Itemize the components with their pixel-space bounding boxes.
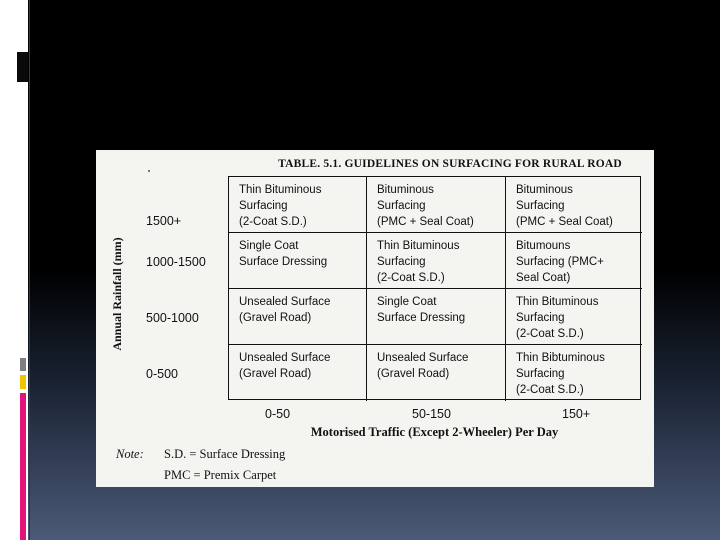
surfacing-grid (228, 176, 641, 400)
note-line: PMC = Premix Carpet (164, 468, 277, 482)
table-cell: Unsealed Surface (Gravel Road) (229, 345, 367, 401)
note-label: Note: (116, 447, 144, 461)
row-label: 500-1000 (146, 311, 199, 325)
table-cell: Bituminous Surfacing (PMC + Seal Coat) (506, 177, 642, 233)
table-cell: Bitumouns Surfacing (PMC+ Seal Coat) (506, 233, 642, 289)
row-label: 1000-1500 (146, 255, 206, 269)
table-cell: Thin Bituminous Surfacing (2-Coat S.D.) (229, 177, 367, 233)
table-caption: TABLE. 5.1. GUIDELINES ON SURFACING FOR RURAL ROAD (278, 158, 622, 170)
table-cell: Thin Bibtuminous Surfacing (2-Coat S.D.) (516, 352, 605, 396)
decor-gray-block (20, 358, 26, 371)
table-cell: Unsealed Surface (Gravel Road) (367, 345, 506, 401)
row-label: 1500+ (146, 214, 182, 228)
y-axis-label: Annual Rainfall (mm) (110, 237, 124, 351)
scanned-table-image (96, 150, 654, 487)
x-axis-label: Motorised Traffic (Except 2-Wheeler) Per Day (310, 425, 559, 439)
table-cell: Single Coat Surface Dressing (367, 289, 506, 345)
note-line: S.D. = Surface Dressing (164, 447, 286, 461)
table-cell: Thin Bituminous Surfacing (2-Coat S.D.) (367, 233, 506, 289)
decor-black-block (17, 52, 28, 82)
table-cell: Unsealed Surface (Gravel Road) (229, 289, 367, 345)
row-label: 0-500 (146, 367, 178, 381)
decor-magenta-bar (20, 393, 26, 540)
slide-divider-line (29, 0, 30, 540)
scan-speck (148, 170, 150, 172)
column-label: 50-150 (412, 407, 451, 421)
decor-yellow-block (20, 375, 26, 389)
column-label: 0-50 (265, 407, 291, 421)
table-cell: Bituminous Surfacing (PMC + Seal Coat) (367, 177, 506, 233)
table-cell: Thin Bituminous Surfacing (2-Coat S.D.) (506, 289, 642, 345)
table-cell: Single Coat Surface Dressing (229, 233, 367, 289)
column-label: 150+ (562, 407, 591, 421)
